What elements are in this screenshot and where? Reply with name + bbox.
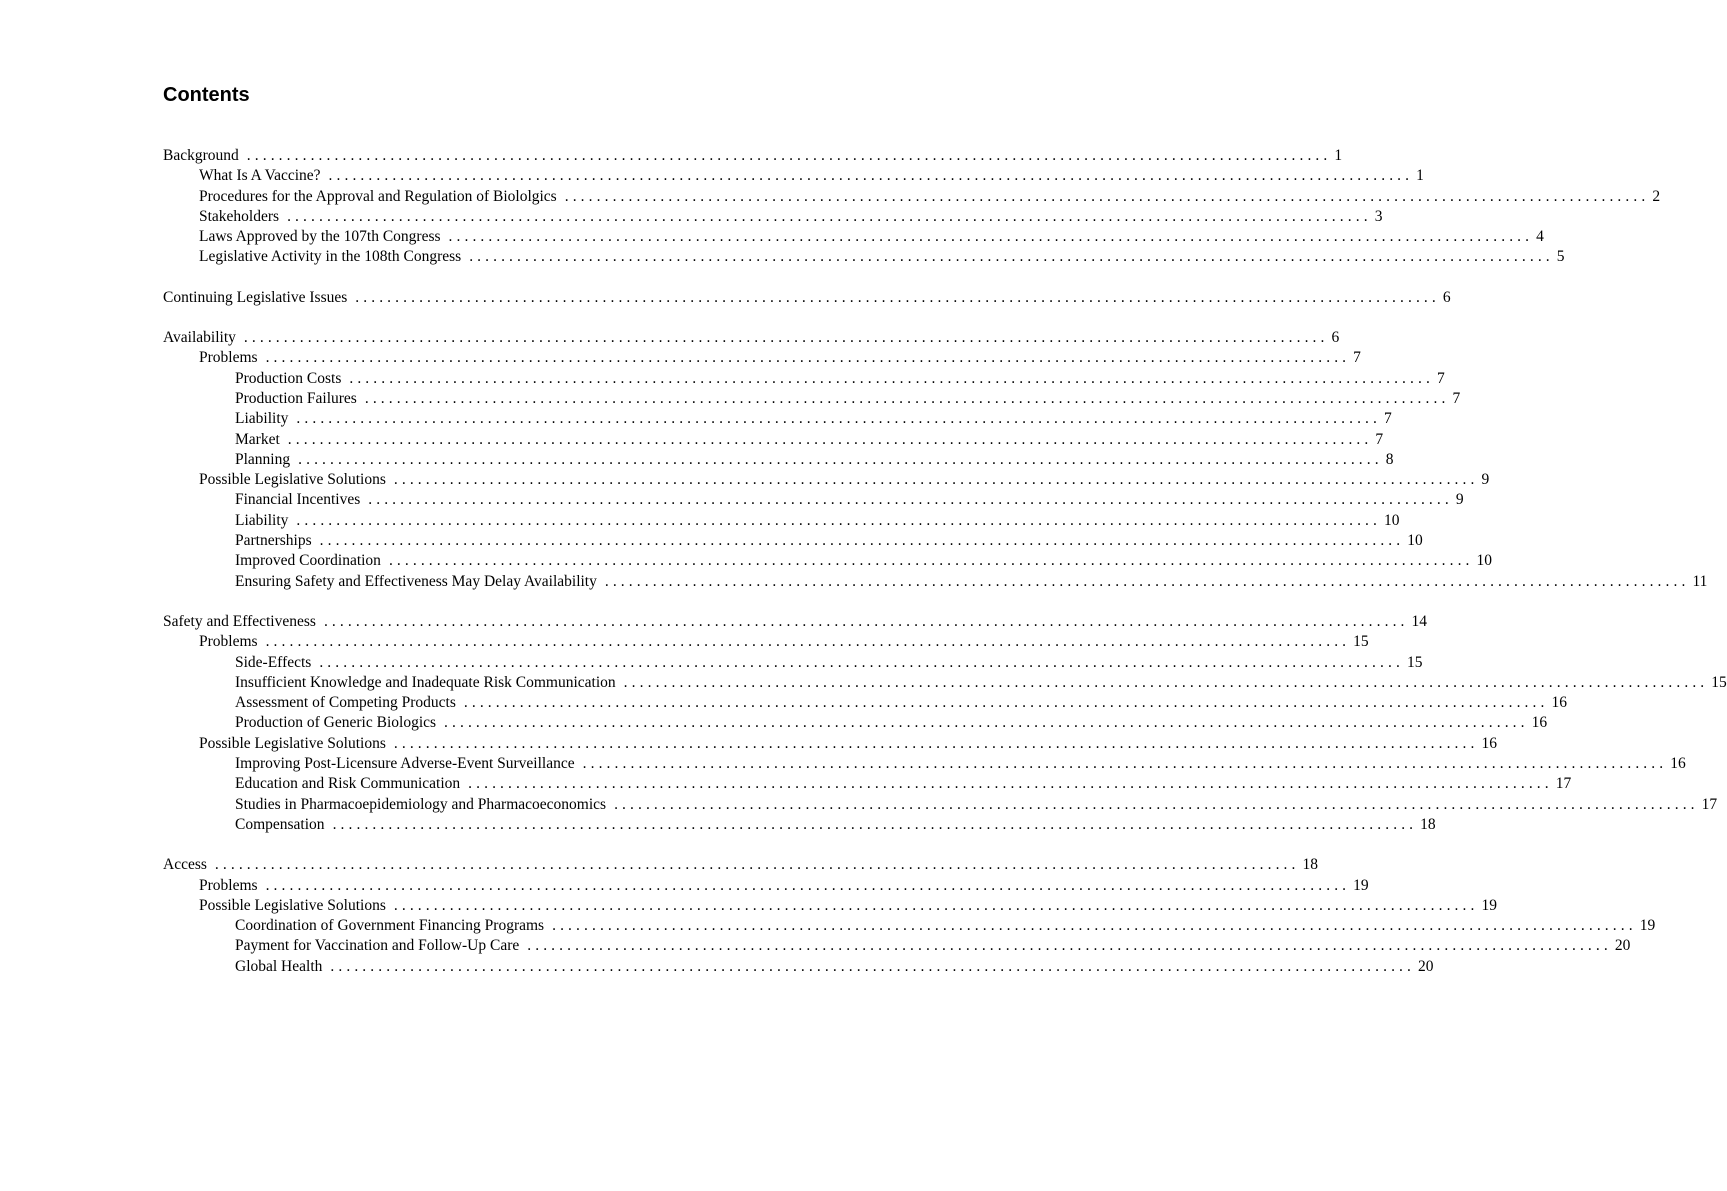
toc-entry[interactable] xyxy=(163,612,1428,632)
toc-entry-title: Market xyxy=(235,430,280,448)
toc-entry-title: Studies in Pharmacoepidemiology and Pharmacoeconomics xyxy=(235,795,607,813)
toc-entry[interactable] xyxy=(163,430,1384,450)
toc-entry-page-number: 17 xyxy=(1555,775,1572,793)
toc-entry-page-number: 19 xyxy=(1481,896,1497,914)
toc-entry-page-number: 4 xyxy=(1536,228,1544,246)
dot-leader: ........................................................................................................................................ xyxy=(319,653,1404,671)
dot-leader: ........................................................................................................................................ xyxy=(463,694,1549,712)
dot-leader: ........................................................................................................................................ xyxy=(469,248,1554,266)
toc-entry-title: Availability xyxy=(163,329,236,347)
toc-entry-page-number: 11 xyxy=(1692,572,1708,590)
toc-entry[interactable] xyxy=(163,369,1445,389)
toc-entry-page-number: 20 xyxy=(1614,937,1631,955)
dot-leader: ........................................................................................................................................ xyxy=(332,815,1418,833)
toc-entry-title: Coordination of Government Financing Programs xyxy=(235,917,545,935)
toc-entry-title: Global Health xyxy=(235,957,323,975)
toc-entry[interactable] xyxy=(163,936,1631,956)
toc-entry-page-number: 1 xyxy=(1334,147,1343,164)
toc-entry-title: Background xyxy=(163,147,239,164)
toc-entry-title: Improved Coordination xyxy=(235,552,381,570)
dot-leader: ........................................................................................................................................ xyxy=(296,511,1381,529)
toc-entry[interactable] xyxy=(163,896,1497,916)
dot-leader: ........................................................................................................................................ xyxy=(393,896,1479,914)
toc-entry-title: Side-Effects xyxy=(235,653,312,671)
toc-entry-page-number: 1 xyxy=(1416,167,1424,185)
toc-entry-page-number: 19 xyxy=(1353,876,1369,894)
table-of-contents xyxy=(163,146,1727,997)
toc-entry-page-number: 9 xyxy=(1455,491,1464,509)
toc-entry-title: Procedures for the Approval and Regulation of Biololgics xyxy=(199,187,557,205)
toc-entry-page-number: 17 xyxy=(1701,795,1718,813)
toc-entry-page-number: 18 xyxy=(1420,815,1436,833)
toc-entry[interactable] xyxy=(163,572,1708,592)
dot-leader: ........................................................................................................................................ xyxy=(323,612,1409,630)
toc-entry-title: Ensuring Safety and Effectiveness May Delay Availability xyxy=(235,572,597,590)
dot-leader: ........................................................................................................................................ xyxy=(582,755,1668,773)
dot-leader: ........................................................................................................................................ xyxy=(214,856,1300,874)
dot-leader: ........................................................................................................................................ xyxy=(604,572,1690,590)
toc-entry-title: Problems xyxy=(199,876,258,894)
toc-entry-title: Compensation xyxy=(235,815,325,833)
toc-entry-page-number: 8 xyxy=(1385,450,1394,468)
toc-entry-title: Assessment of Competing Products xyxy=(235,694,456,712)
dot-leader: ........................................................................................................................................ xyxy=(287,207,1372,225)
toc-entry[interactable] xyxy=(163,389,1461,409)
toc-entry-title: Liability xyxy=(235,410,289,428)
dot-leader: ........................................................................................................................................ xyxy=(265,876,1351,894)
toc-entry-page-number: 14 xyxy=(1411,612,1428,630)
toc-entry[interactable] xyxy=(163,409,1392,429)
toc-entry-page-number: 2 xyxy=(1652,187,1661,205)
toc-entry-title: Production of Generic Biologics xyxy=(235,714,437,732)
dot-leader: ........................................................................................................................................ xyxy=(564,187,1650,205)
dot-leader: ........................................................................................................................................ xyxy=(527,937,1612,955)
toc-entry[interactable] xyxy=(163,531,1423,551)
toc-entry-title: Safety and Effectiveness xyxy=(163,612,316,630)
dot-leader: ........................................................................................................................................ xyxy=(246,147,1332,164)
toc-entry-title: Insufficient Knowledge and Inadequate Risk Communication xyxy=(235,673,616,691)
toc-section xyxy=(163,612,1727,835)
toc-entry-title: Access xyxy=(163,856,207,874)
toc-entry-title: Planning xyxy=(235,450,291,468)
toc-entry-title: Possible Legislative Solutions xyxy=(199,471,386,489)
toc-entry-page-number: 18 xyxy=(1302,856,1319,874)
toc-entry-page-number: 20 xyxy=(1418,957,1434,975)
toc-section xyxy=(163,288,1451,308)
toc-entry[interactable] xyxy=(163,551,1493,571)
toc-entry-page-number: 15 xyxy=(1711,673,1727,691)
toc-entry[interactable] xyxy=(163,876,1369,896)
dot-leader: ........................................................................................................................................ xyxy=(243,329,1329,347)
toc-entry-title: Continuing Legislative Issues xyxy=(163,288,348,306)
toc-entry-page-number: 16 xyxy=(1531,714,1548,732)
toc-entry-title: Laws Approved by the 107th Congress xyxy=(199,228,441,246)
toc-entry[interactable] xyxy=(163,490,1464,510)
toc-entry-page-number: 7 xyxy=(1353,349,1361,367)
toc-entry-title: What Is A Vaccine? xyxy=(199,167,321,185)
toc-entry-title: Liability xyxy=(235,511,289,529)
dot-leader: ........................................................................................................................................ xyxy=(393,471,1479,489)
dot-leader: ........................................................................................................................................ xyxy=(287,430,1373,448)
dot-leader: ........................................................................................................................................ xyxy=(364,389,1450,407)
toc-entry-page-number: 7 xyxy=(1452,389,1461,407)
toc-entry-page-number: 15 xyxy=(1406,653,1423,671)
toc-entry[interactable] xyxy=(163,288,1451,308)
dot-leader: ........................................................................................................................................ xyxy=(552,917,1637,935)
toc-entry[interactable] xyxy=(163,146,1343,166)
toc-entry-page-number: 7 xyxy=(1384,410,1392,428)
toc-entry[interactable] xyxy=(163,734,1497,754)
toc-entry[interactable] xyxy=(163,795,1718,815)
toc-entry-page-number: 15 xyxy=(1353,633,1369,651)
dot-leader: ........................................................................................................................................ xyxy=(368,491,1453,509)
toc-entry-title: Problems xyxy=(199,349,258,367)
toc-entry-page-number: 7 xyxy=(1436,369,1445,387)
toc-entry-title: Legislative Activity in the 108th Congress xyxy=(199,248,462,266)
toc-entry[interactable] xyxy=(163,957,1434,977)
toc-entry-page-number: 10 xyxy=(1476,552,1493,570)
toc-section xyxy=(163,855,1656,977)
toc-entry-title: Problems xyxy=(199,633,258,651)
toc-entry[interactable] xyxy=(163,450,1394,470)
toc-entry[interactable] xyxy=(163,855,1319,875)
toc-entry[interactable] xyxy=(163,187,1661,207)
toc-section xyxy=(163,146,1661,268)
toc-entry-title: Possible Legislative Solutions xyxy=(199,896,386,914)
dot-leader: ........................................................................................................................................ xyxy=(330,957,1415,975)
toc-entry[interactable] xyxy=(163,632,1369,652)
toc-entry-page-number: 19 xyxy=(1639,917,1656,935)
dot-leader: ........................................................................................................................................ xyxy=(319,532,1405,550)
toc-entry-page-number: 16 xyxy=(1670,755,1686,773)
toc-entry[interactable] xyxy=(163,328,1340,348)
toc-entry-page-number: 16 xyxy=(1481,734,1497,752)
toc-entry[interactable] xyxy=(163,713,1548,733)
toc-entry[interactable] xyxy=(163,653,1423,673)
toc-entry-title: Production Failures xyxy=(235,389,357,407)
toc-entry-page-number: 10 xyxy=(1407,532,1423,550)
toc-entry-title: Partnerships xyxy=(235,532,312,550)
dot-leader: ........................................................................................................................................ xyxy=(298,450,1383,468)
dot-leader: ........................................................................................................................................ xyxy=(388,552,1474,570)
dot-leader: ........................................................................................................................................ xyxy=(393,734,1479,752)
toc-entry-title: Production Costs xyxy=(235,369,342,387)
dot-leader: ........................................................................................................................................ xyxy=(355,288,1440,306)
toc-entry-title: Improving Post-Licensure Adverse-Event Surveillance xyxy=(235,755,575,773)
toc-entry-title: Financial Incentives xyxy=(235,491,361,509)
toc-entry[interactable] xyxy=(163,916,1656,936)
toc-entry[interactable] xyxy=(163,693,1567,713)
toc-entry[interactable] xyxy=(163,673,1727,693)
toc-entry-page-number: 16 xyxy=(1551,694,1567,712)
toc-entry-title: Possible Legislative Solutions xyxy=(199,734,386,752)
toc-entry-page-number: 6 xyxy=(1331,329,1340,347)
dot-leader: ........................................................................................................................................ xyxy=(623,673,1709,691)
toc-entry-page-number: 5 xyxy=(1556,248,1565,266)
toc-entry[interactable] xyxy=(163,227,1544,247)
dot-leader: ........................................................................................................................................ xyxy=(328,167,1414,185)
page-title: Contents xyxy=(163,84,250,106)
toc-entry[interactable] xyxy=(163,470,1490,490)
toc-entry[interactable] xyxy=(163,348,1361,368)
toc-entry[interactable] xyxy=(163,815,1436,835)
dot-leader: ........................................................................................................................................ xyxy=(296,410,1381,428)
dot-leader: ........................................................................................................................................ xyxy=(444,714,1529,732)
toc-entry[interactable] xyxy=(163,511,1400,531)
dot-leader: ........................................................................................................................................ xyxy=(265,633,1351,651)
toc-entry-title: Payment for Vaccination and Follow-Up Care xyxy=(235,937,520,955)
dot-leader: ........................................................................................................................................ xyxy=(468,775,1553,793)
toc-entry-page-number: 3 xyxy=(1374,207,1383,225)
toc-entry[interactable] xyxy=(163,247,1565,267)
toc-entry[interactable] xyxy=(163,207,1383,227)
toc-entry[interactable] xyxy=(163,754,1686,774)
toc-entry-page-number: 6 xyxy=(1442,288,1451,306)
toc-entry[interactable] xyxy=(163,774,1572,794)
dot-leader: ........................................................................................................................................ xyxy=(349,369,1434,387)
dot-leader: ........................................................................................................................................ xyxy=(448,228,1534,246)
toc-entry-page-number: 10 xyxy=(1384,511,1400,529)
toc-entry-title: Education and Risk Communication xyxy=(235,775,461,793)
toc-section xyxy=(163,328,1708,592)
toc-entry-page-number: 9 xyxy=(1481,471,1490,489)
toc-entry-page-number: 7 xyxy=(1375,430,1384,448)
toc-entry-title: Stakeholders xyxy=(199,207,280,225)
dot-leader: ........................................................................................................................................ xyxy=(265,349,1351,367)
dot-leader: ........................................................................................................................................ xyxy=(614,795,1699,813)
toc-entry[interactable] xyxy=(163,166,1424,186)
